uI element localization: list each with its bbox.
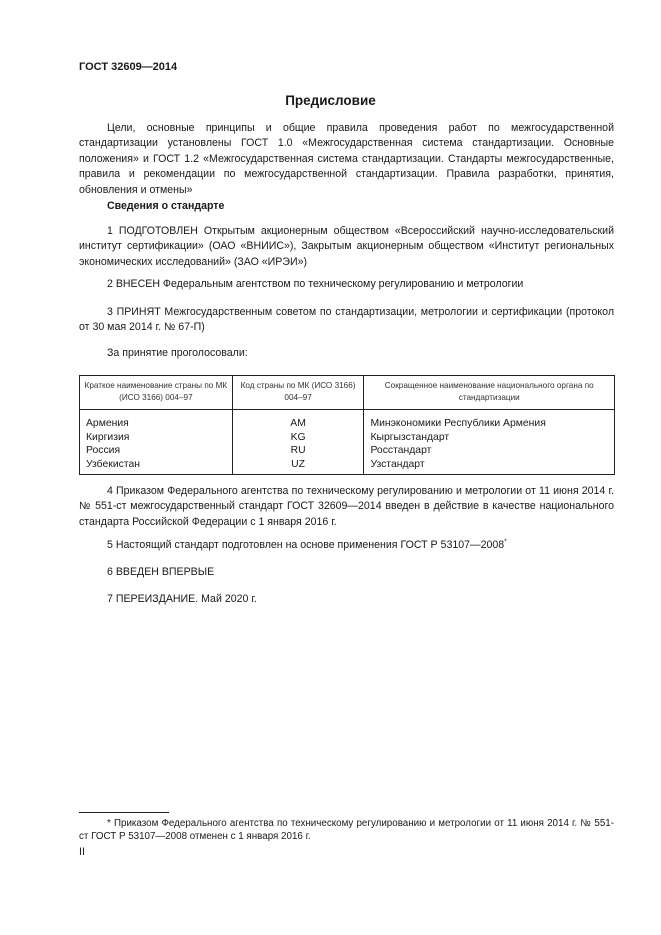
document-id: ГОСТ 32609—2014: [79, 61, 178, 73]
table-row: [80, 444, 615, 458]
item-7-reissue: 7 ПЕРЕИЗДАНИЕ. Май 2020 г.: [107, 593, 257, 605]
table-row: [80, 458, 615, 475]
cell-body: Кыргызстандарт: [364, 431, 615, 445]
cell-country: Узбекистан: [80, 458, 233, 475]
item-5-text: 5 Настоящий стандарт подготовлен на основе применения ГОСТ Р 53107—2008: [107, 539, 505, 551]
vote-intro: За принятие проголосовали:: [107, 347, 248, 359]
table-row: [80, 431, 615, 445]
cell-body: Минэкономики Республики Армения: [364, 410, 615, 431]
table-header-row: [80, 376, 615, 410]
cell-code: RU: [232, 444, 364, 458]
footnote-mark: *: [504, 538, 507, 546]
header-country-code: Код страны по МК (ИСО 3166) 004–97: [232, 376, 364, 410]
cell-code: AM: [232, 410, 364, 431]
item-2-introduced: 2 ВНЕСЕН Федеральным агентством по техническому регулированию и метрологии: [107, 278, 524, 290]
item-3-adopted: 3 ПРИНЯТ Межгосударственным советом по стандартизации, метрологии и сертификации (протокол от 30 мая 2014 г. № 67-П): [79, 306, 614, 334]
cell-body: Узстандарт: [364, 458, 615, 475]
footnote-separator: [79, 812, 169, 813]
item-4-order: 4 Приказом Федерального агентства по техническому регулированию и метрологии от 11 июня 2014 г. № 551-ст межгосударственный стандарт ГОСТ 32609—2014 введен в действие в качестве национального стандарта Российской Федерации с 1 января 2016 г.: [79, 485, 614, 528]
cell-country: Армения: [80, 410, 233, 431]
cell-country: Россия: [80, 444, 233, 458]
header-country-name: Краткое наименование страны по МК (ИСО 3166) 004–97: [80, 376, 233, 410]
item-5-basis: [79, 538, 614, 553]
page-title: Предисловие: [285, 93, 376, 108]
cell-code: UZ: [232, 458, 364, 475]
header-national-body: Сокращенное наименование национального органа по стандартизации: [364, 376, 615, 410]
item-6-first-introduced: 6 ВВЕДЕН ВПЕРВЫЕ: [107, 566, 215, 578]
cell-country: Киргизия: [80, 431, 233, 445]
section-heading: Сведения о стандарте: [107, 200, 225, 212]
intro-paragraph: Цели, основные принципы и общие правила проведения работ по межгосударственной стандартизации установлены ГОСТ 1.0 «Межгосударственная система стандартизации. Основные положения» и ГОСТ 1.2 «Межгосударственная система стандартизации. Стандарты межгосударственные, правила и рекомендации по межгосударственной стандартизации. Правила разработки, принятия, обновления и отмены»: [79, 122, 614, 196]
item-1-prepared: 1 ПОДГОТОВЛЕН Открытым акционерным обществом «Всероссийский научно-исследовательский институт сертификации» (ОАО «ВНИИС»), Закрытым акционерным обществом «Институт региональных экономических исследований» (ЗАО «ИРЭИ»): [79, 225, 614, 268]
page-number: II: [79, 846, 85, 858]
cell-body: Росстандарт: [364, 444, 615, 458]
footnote: * Приказом Федерального агентства по техническому регулированию и метрологии от 11 июня 2014 г. № 551-ст ГОСТ Р 53107—2008 отменен с 1 января 2016 г.: [79, 818, 614, 843]
cell-code: KG: [232, 431, 364, 445]
voting-countries-table: [79, 375, 615, 475]
table-row: [80, 410, 615, 431]
